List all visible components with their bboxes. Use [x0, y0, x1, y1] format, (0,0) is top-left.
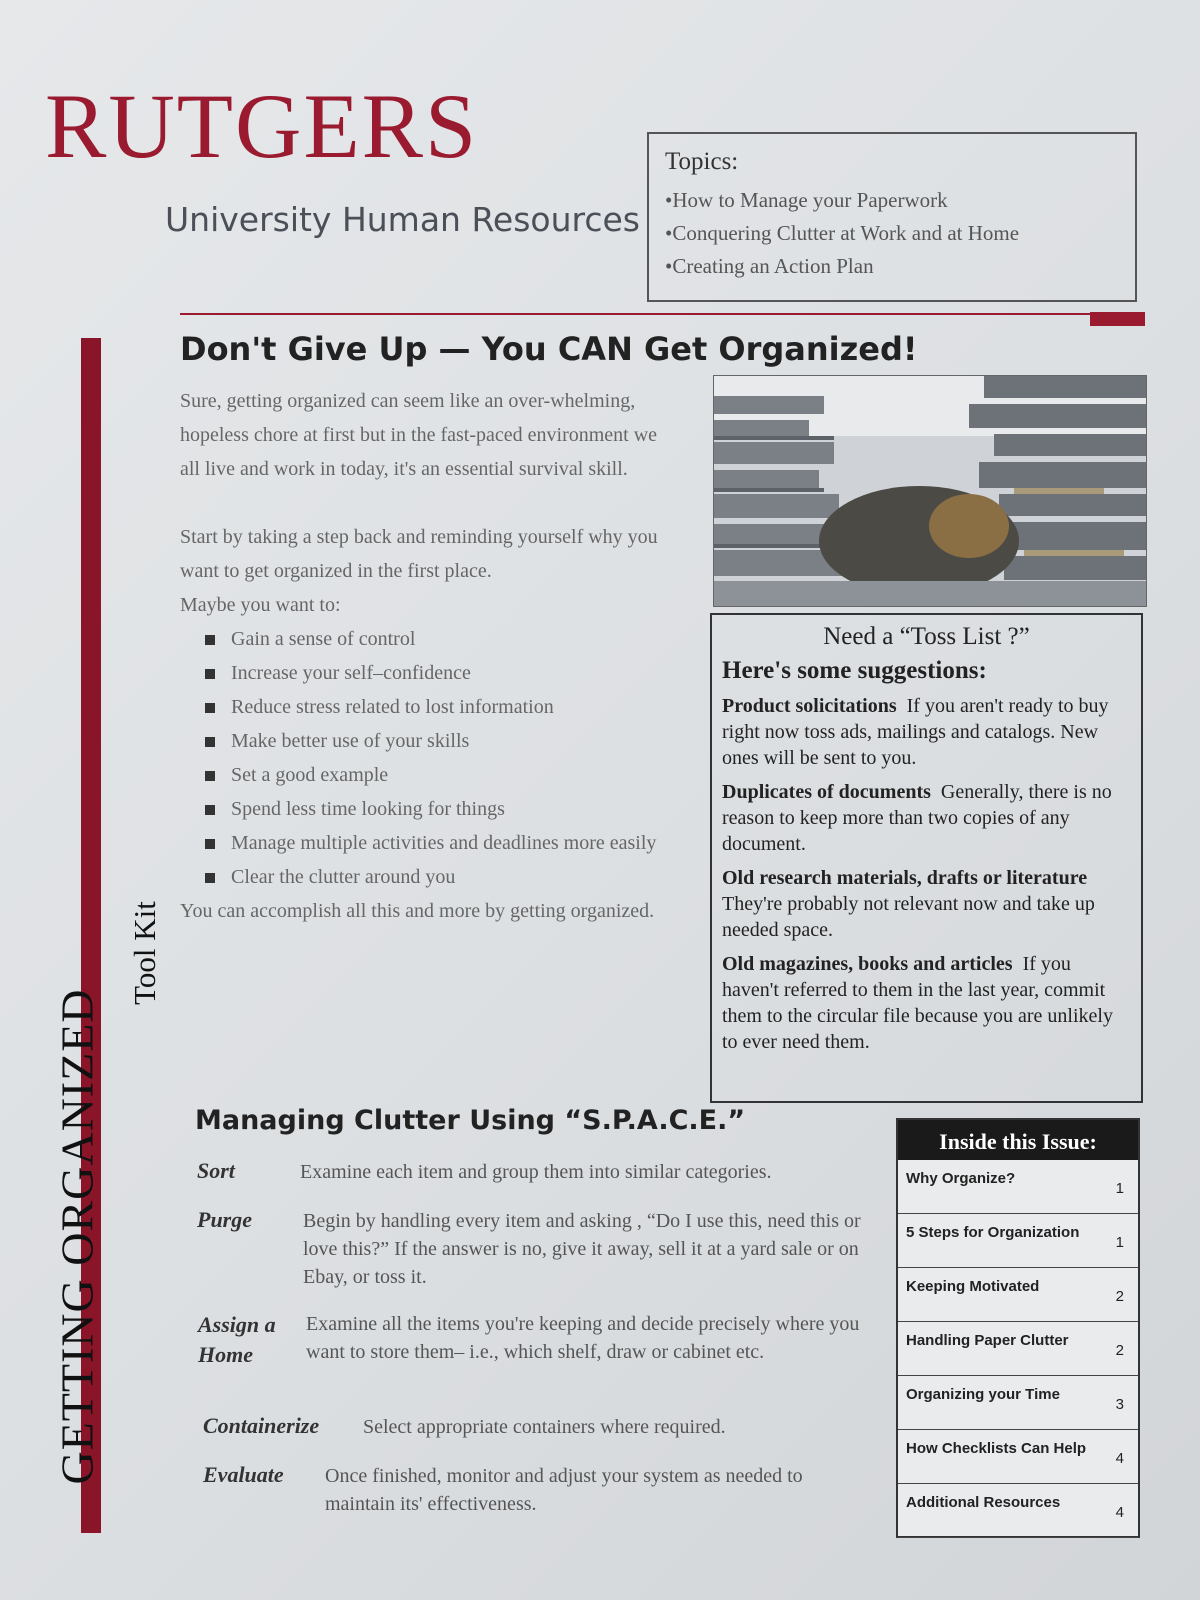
- issue-item-name: Keeping Motivated: [906, 1278, 1040, 1295]
- article-paragraph: You can accomplish all this and more by getting organized.: [180, 900, 655, 922]
- topic-item: • Creating an Action Plan: [665, 254, 1119, 279]
- issue-item-name: Why Organize?: [906, 1170, 1016, 1187]
- toss-item-text: Generally, there is no reason to keep more than two copies of any document.: [722, 781, 1112, 855]
- table-row: [898, 1376, 1138, 1430]
- list-item: Spend less time looking for things: [205, 792, 680, 826]
- toss-item-term: Duplicates of documents: [722, 781, 931, 803]
- department-name: University Human Resources: [165, 200, 640, 239]
- list-item: Reduce stress related to lost information: [205, 690, 680, 724]
- inside-title: Inside this Issue:: [898, 1120, 1138, 1160]
- article-headline: Don't Give Up — You CAN Get Organized!: [180, 330, 918, 368]
- space-definition: Once finished, monitor and adjust your system as needed to maintain its' effectiveness.: [325, 1465, 803, 1515]
- space-heading: Managing Clutter Using “S.P.A.C.E.”: [195, 1105, 746, 1136]
- topics-title: Topics:: [665, 148, 739, 175]
- space-definition: Select appropriate containers where required.: [363, 1416, 726, 1438]
- toss-item-text: They're probably not relevant now and take up needed space.: [722, 893, 1095, 941]
- issue-item-page: 1: [1115, 1180, 1124, 1197]
- issue-item-name: How Checklists Can Help: [906, 1440, 1087, 1457]
- table-row: [898, 1214, 1138, 1268]
- issue-item-page: 1: [1115, 1234, 1124, 1251]
- sidebar-title: GETTING ORGANIZED: [51, 988, 103, 1485]
- header-rule: [180, 313, 1145, 315]
- space-term: Purge: [197, 1207, 252, 1232]
- toss-item-text: If you haven't referred to them in the last year, commit them to the circular file because you are unlikely to ever need them.: [722, 953, 1113, 1053]
- issue-item-page: 3: [1115, 1396, 1124, 1413]
- table-row: [898, 1322, 1138, 1376]
- issue-item-page: 2: [1115, 1288, 1124, 1305]
- table-row: [898, 1268, 1138, 1322]
- toss-item: [722, 865, 1131, 943]
- toss-list-box: [710, 613, 1143, 1103]
- space-definition: Begin by handling every item and asking , “Do I use this, need this or love this?” If the answer is no, give it away, sell it at a yard sale or on Ebay, or toss it.: [303, 1210, 861, 1288]
- space-term: Assign a Home: [198, 1312, 276, 1367]
- topic-item: • Conquering Clutter at Work and at Home: [665, 221, 1119, 246]
- table-row: [898, 1484, 1138, 1538]
- space-definition: Examine each item and group them into similar categories.: [300, 1161, 772, 1183]
- list-item: Gain a sense of control: [205, 622, 680, 656]
- article-paragraph: Start by taking a step back and reminding yourself why you want to get organized in the first place.: [180, 526, 658, 582]
- article-paragraph: Sure, getting organized can seem like an over-whelming, hopeless chore at first but in the fast-paced environment we all live and work in today, it's an essential survival skill.: [180, 390, 658, 480]
- issue-item-name: 5 Steps for Organization: [906, 1224, 1080, 1241]
- toss-item: [722, 693, 1131, 771]
- inside-this-issue-box: [896, 1118, 1140, 1538]
- table-row: [898, 1160, 1138, 1214]
- article-paragraph: Maybe you want to:: [180, 594, 341, 616]
- toss-list-subtitle: Here's some suggestions:: [722, 657, 987, 684]
- toss-item-term: Old research materials, drafts or literature: [722, 867, 1088, 889]
- toss-item: [722, 779, 1131, 857]
- list-item: Make better use of your skills: [205, 724, 680, 758]
- topics-box: [647, 132, 1137, 302]
- sidebar-subtitle: Tool Kit: [127, 901, 162, 1005]
- list-item: Increase your self–confidence: [205, 656, 680, 690]
- toss-item-term: Product solicitations: [722, 695, 897, 717]
- issue-item-name: Handling Paper Clutter: [906, 1332, 1069, 1349]
- issue-item-name: Additional Resources: [906, 1494, 1061, 1511]
- paper-stacks-photo: [713, 375, 1147, 607]
- space-term: Sort: [197, 1158, 235, 1183]
- reasons-list: [205, 622, 680, 894]
- space-term: Evaluate: [203, 1462, 284, 1487]
- issue-item-name: Organizing your Time: [906, 1386, 1060, 1403]
- toss-item-text: If you aren't ready to buy right now toss ads, mailings and catalogs. New ones will be sent to you.: [722, 695, 1109, 769]
- article-body: [180, 384, 680, 928]
- issue-item-page: 4: [1115, 1450, 1124, 1467]
- toss-list-title: Need a “Toss List ?”: [823, 623, 1030, 650]
- list-item: Clear the clutter around you: [205, 860, 680, 894]
- toss-item-term: Old magazines, books and articles: [722, 953, 1013, 975]
- issue-item-page: 4: [1115, 1504, 1124, 1521]
- issue-item-page: 2: [1115, 1342, 1124, 1359]
- rutgers-logo: RUTGERS: [45, 75, 479, 177]
- list-item: Set a good example: [205, 758, 680, 792]
- space-term: Containerize: [203, 1413, 320, 1438]
- list-item: Manage multiple activities and deadlines more easily: [205, 826, 680, 860]
- table-row: [898, 1430, 1138, 1484]
- header-rule-tab: [1090, 312, 1145, 326]
- space-definition: Examine all the items you're keeping and decide precisely where you want to store them– i.e., which shelf, draw or cabinet etc.: [306, 1313, 860, 1363]
- topic-item: • How to Manage your Paperwork: [665, 188, 1119, 213]
- toss-item: [722, 951, 1131, 1055]
